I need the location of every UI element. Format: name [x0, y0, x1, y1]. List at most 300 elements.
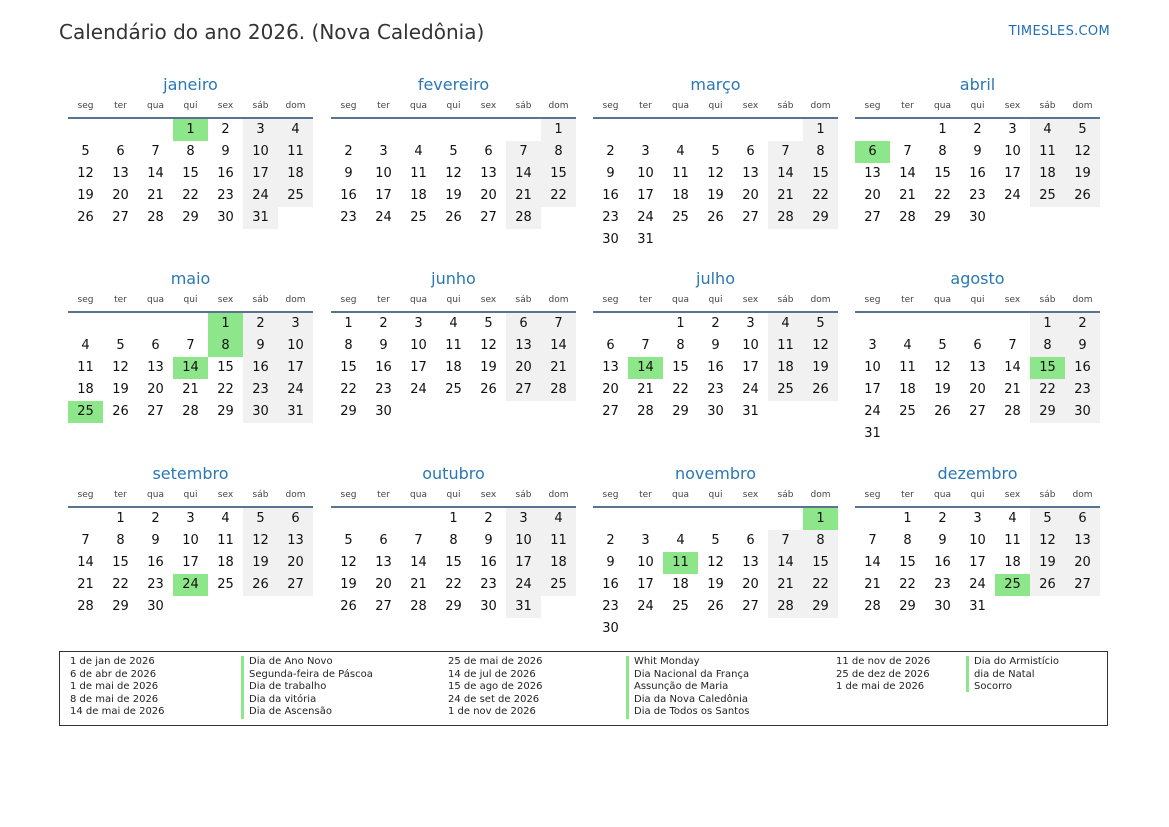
day-cell[interactable]: 12	[243, 530, 278, 552]
day-cell[interactable]: 12	[480, 338, 497, 353]
day-cell[interactable]: 9	[344, 166, 353, 181]
day-cell[interactable]: 23	[340, 210, 357, 225]
day-cell[interactable]: 3	[1008, 122, 1017, 137]
day-cell[interactable]: 12	[803, 335, 838, 357]
day-cell[interactable]: 25	[672, 210, 689, 225]
day-cell[interactable]: 8	[116, 533, 125, 548]
day-cell[interactable]: 31	[637, 232, 654, 247]
day-cell[interactable]: 23	[934, 577, 951, 592]
day-cell[interactable]: 17	[375, 188, 392, 203]
day-cell[interactable]: 29	[803, 207, 838, 229]
day-cell[interactable]: 19	[445, 188, 462, 203]
day-cell[interactable]: 18	[672, 577, 689, 592]
day-cell[interactable]: 23	[243, 379, 278, 401]
day-cell[interactable]: 27	[147, 404, 164, 419]
day-cell[interactable]: 5	[711, 533, 720, 548]
day-cell[interactable]: 3	[379, 144, 388, 159]
day-cell[interactable]: 11	[77, 360, 94, 375]
day-cell[interactable]: 20	[147, 382, 164, 397]
day-cell[interactable]: 8	[938, 144, 947, 159]
day-cell[interactable]: 30	[480, 599, 497, 614]
day-cell[interactable]: 7	[768, 141, 803, 163]
day-cell[interactable]: 7	[641, 338, 650, 353]
day-cell[interactable]: 31	[278, 401, 313, 423]
day-cell[interactable]: 22	[803, 574, 838, 596]
day-cell[interactable]: 25	[217, 577, 234, 592]
day-cell[interactable]: 12	[1030, 530, 1065, 552]
day-cell[interactable]: 4	[541, 508, 576, 530]
day-cell[interactable]: 7	[186, 338, 195, 353]
day-cell[interactable]: 12	[707, 555, 724, 570]
day-cell[interactable]: 3	[973, 511, 982, 526]
day-cell[interactable]: 16	[480, 555, 497, 570]
day-cell[interactable]: 9	[711, 338, 720, 353]
day-cell[interactable]: 18	[1004, 555, 1021, 570]
day-cell[interactable]: 8	[676, 338, 685, 353]
day-cell[interactable]: 1	[676, 316, 685, 331]
day-cell[interactable]: 21	[410, 577, 427, 592]
day-cell[interactable]: 1	[449, 511, 458, 526]
day-cell[interactable]: 26	[480, 382, 497, 397]
day-cell[interactable]: 22	[1030, 379, 1065, 401]
day-cell[interactable]: 27	[112, 210, 129, 225]
day-cell[interactable]: 23	[1065, 379, 1100, 401]
day-cell[interactable]: 21	[768, 185, 803, 207]
day-cell[interactable]: 23	[375, 382, 392, 397]
holiday-day-cell[interactable]: 11	[663, 552, 698, 574]
day-cell[interactable]: 11	[445, 338, 462, 353]
day-cell[interactable]: 26	[77, 210, 94, 225]
day-cell[interactable]: 30	[375, 404, 392, 419]
day-cell[interactable]: 3	[641, 533, 650, 548]
day-cell[interactable]: 9	[151, 533, 160, 548]
day-cell[interactable]: 3	[868, 338, 877, 353]
day-cell[interactable]: 26	[445, 210, 462, 225]
day-cell[interactable]: 2	[606, 144, 615, 159]
day-cell[interactable]: 30	[217, 210, 234, 225]
day-cell[interactable]: 9	[243, 335, 278, 357]
day-cell[interactable]: 15	[182, 166, 199, 181]
day-cell[interactable]: 17	[506, 552, 541, 574]
day-cell[interactable]: 23	[969, 188, 986, 203]
day-cell[interactable]: 17	[243, 163, 278, 185]
day-cell[interactable]: 1	[541, 119, 576, 141]
day-cell[interactable]: 4	[676, 533, 685, 548]
day-cell[interactable]: 29	[899, 599, 916, 614]
day-cell[interactable]: 10	[742, 338, 759, 353]
day-cell[interactable]: 13	[278, 530, 313, 552]
day-cell[interactable]: 11	[1030, 141, 1065, 163]
day-cell[interactable]: 10	[969, 533, 986, 548]
day-cell[interactable]: 15	[340, 360, 357, 375]
day-cell[interactable]: 7	[414, 533, 423, 548]
day-cell[interactable]: 21	[899, 188, 916, 203]
day-cell[interactable]: 9	[973, 144, 982, 159]
day-cell[interactable]: 14	[864, 555, 881, 570]
day-cell[interactable]: 28	[147, 210, 164, 225]
day-cell[interactable]: 25	[1030, 185, 1065, 207]
day-cell[interactable]: 30	[934, 599, 951, 614]
day-cell[interactable]: 15	[541, 163, 576, 185]
day-cell[interactable]: 2	[221, 122, 230, 137]
day-cell[interactable]: 26	[934, 404, 951, 419]
day-cell[interactable]: 21	[637, 382, 654, 397]
day-cell[interactable]: 23	[707, 382, 724, 397]
day-cell[interactable]: 28	[637, 404, 654, 419]
day-cell[interactable]: 4	[1008, 511, 1017, 526]
day-cell[interactable]: 7	[541, 313, 576, 335]
day-cell[interactable]: 24	[375, 210, 392, 225]
day-cell[interactable]: 20	[602, 382, 619, 397]
day-cell[interactable]: 30	[707, 404, 724, 419]
day-cell[interactable]: 1	[1030, 313, 1065, 335]
day-cell[interactable]: 26	[243, 574, 278, 596]
day-cell[interactable]: 20	[864, 188, 881, 203]
day-cell[interactable]: 10	[410, 338, 427, 353]
day-cell[interactable]: 11	[1004, 533, 1021, 548]
day-cell[interactable]: 9	[1065, 335, 1100, 357]
day-cell[interactable]: 18	[1030, 163, 1065, 185]
day-cell[interactable]: 17	[969, 555, 986, 570]
day-cell[interactable]: 4	[414, 144, 423, 159]
day-cell[interactable]: 6	[278, 508, 313, 530]
day-cell[interactable]: 23	[217, 188, 234, 203]
day-cell[interactable]: 25	[768, 379, 803, 401]
day-cell[interactable]: 15	[445, 555, 462, 570]
day-cell[interactable]: 13	[864, 166, 881, 181]
day-cell[interactable]: 4	[81, 338, 90, 353]
holiday-day-cell[interactable]: 6	[855, 141, 890, 163]
day-cell[interactable]: 25	[541, 574, 576, 596]
day-cell[interactable]: 3	[278, 313, 313, 335]
day-cell[interactable]: 15	[112, 555, 129, 570]
day-cell[interactable]: 17	[1004, 166, 1021, 181]
day-cell[interactable]: 20	[506, 357, 541, 379]
day-cell[interactable]: 12	[934, 360, 951, 375]
day-cell[interactable]: 31	[506, 596, 541, 618]
day-cell[interactable]: 2	[243, 313, 278, 335]
day-cell[interactable]: 23	[147, 577, 164, 592]
day-cell[interactable]: 15	[672, 360, 689, 375]
day-cell[interactable]: 28	[410, 599, 427, 614]
day-cell[interactable]: 3	[243, 119, 278, 141]
day-cell[interactable]: 9	[606, 166, 615, 181]
day-cell[interactable]: 21	[768, 574, 803, 596]
day-cell[interactable]: 14	[147, 166, 164, 181]
day-cell[interactable]: 22	[340, 382, 357, 397]
day-cell[interactable]: 2	[151, 511, 160, 526]
day-cell[interactable]: 22	[182, 188, 199, 203]
day-cell[interactable]: 19	[480, 360, 497, 375]
day-cell[interactable]: 13	[375, 555, 392, 570]
day-cell[interactable]: 4	[278, 119, 313, 141]
day-cell[interactable]: 27	[602, 404, 619, 419]
day-cell[interactable]: 5	[116, 338, 125, 353]
brand-link[interactable]: TIMESLES.COM	[1008, 24, 1110, 39]
day-cell[interactable]: 18	[217, 555, 234, 570]
day-cell[interactable]: 1	[903, 511, 912, 526]
day-cell[interactable]: 14	[899, 166, 916, 181]
day-cell[interactable]: 22	[541, 185, 576, 207]
day-cell[interactable]: 29	[112, 599, 129, 614]
day-cell[interactable]: 31	[742, 404, 759, 419]
day-cell[interactable]: 26	[707, 210, 724, 225]
day-cell[interactable]: 19	[340, 577, 357, 592]
day-cell[interactable]: 27	[1065, 574, 1100, 596]
day-cell[interactable]: 29	[672, 404, 689, 419]
day-cell[interactable]: 8	[541, 141, 576, 163]
day-cell[interactable]: 6	[746, 533, 755, 548]
day-cell[interactable]: 2	[606, 533, 615, 548]
day-cell[interactable]: 7	[81, 533, 90, 548]
day-cell[interactable]: 22	[672, 382, 689, 397]
day-cell[interactable]: 31	[969, 599, 986, 614]
day-cell[interactable]: 2	[973, 122, 982, 137]
day-cell[interactable]: 21	[506, 185, 541, 207]
day-cell[interactable]: 21	[541, 357, 576, 379]
day-cell[interactable]: 7	[868, 533, 877, 548]
day-cell[interactable]: 13	[480, 166, 497, 181]
day-cell[interactable]: 10	[637, 555, 654, 570]
day-cell[interactable]: 5	[803, 313, 838, 335]
day-cell[interactable]: 10	[864, 360, 881, 375]
day-cell[interactable]: 14	[506, 163, 541, 185]
day-cell[interactable]: 6	[151, 338, 160, 353]
day-cell[interactable]: 24	[506, 574, 541, 596]
day-cell[interactable]: 6	[606, 338, 615, 353]
day-cell[interactable]: 14	[541, 335, 576, 357]
day-cell[interactable]: 11	[672, 166, 689, 181]
day-cell[interactable]: 27	[506, 379, 541, 401]
day-cell[interactable]: 30	[147, 599, 164, 614]
day-cell[interactable]: 8	[1030, 335, 1065, 357]
day-cell[interactable]: 2	[711, 316, 720, 331]
day-cell[interactable]: 10	[243, 141, 278, 163]
day-cell[interactable]: 3	[746, 316, 755, 331]
day-cell[interactable]: 7	[506, 141, 541, 163]
day-cell[interactable]: 5	[344, 533, 353, 548]
day-cell[interactable]: 13	[506, 335, 541, 357]
day-cell[interactable]: 18	[410, 188, 427, 203]
day-cell[interactable]: 1	[938, 122, 947, 137]
day-cell[interactable]: 28	[541, 379, 576, 401]
day-cell[interactable]: 25	[278, 185, 313, 207]
day-cell[interactable]: 24	[742, 382, 759, 397]
day-cell[interactable]: 4	[449, 316, 458, 331]
day-cell[interactable]: 26	[707, 599, 724, 614]
day-cell[interactable]: 26	[340, 599, 357, 614]
day-cell[interactable]: 19	[707, 577, 724, 592]
day-cell[interactable]: 22	[112, 577, 129, 592]
day-cell[interactable]: 3	[414, 316, 423, 331]
day-cell[interactable]: 10	[182, 533, 199, 548]
day-cell[interactable]: 18	[278, 163, 313, 185]
day-cell[interactable]: 13	[742, 166, 759, 181]
day-cell[interactable]: 24	[243, 185, 278, 207]
day-cell[interactable]: 11	[278, 141, 313, 163]
day-cell[interactable]: 28	[506, 207, 541, 229]
day-cell[interactable]: 16	[602, 188, 619, 203]
day-cell[interactable]: 28	[182, 404, 199, 419]
day-cell[interactable]: 15	[934, 166, 951, 181]
day-cell[interactable]: 12	[340, 555, 357, 570]
day-cell[interactable]: 29	[217, 404, 234, 419]
day-cell[interactable]: 25	[899, 404, 916, 419]
day-cell[interactable]: 16	[707, 360, 724, 375]
day-cell[interactable]: 22	[934, 188, 951, 203]
day-cell[interactable]: 19	[1030, 552, 1065, 574]
day-cell[interactable]: 8	[803, 141, 838, 163]
day-cell[interactable]: 9	[221, 144, 230, 159]
day-cell[interactable]: 3	[641, 144, 650, 159]
day-cell[interactable]: 18	[541, 552, 576, 574]
day-cell[interactable]: 14	[768, 163, 803, 185]
day-cell[interactable]: 17	[864, 382, 881, 397]
day-cell[interactable]: 24	[864, 404, 881, 419]
day-cell[interactable]: 25	[672, 599, 689, 614]
day-cell[interactable]: 5	[449, 144, 458, 159]
day-cell[interactable]: 24	[969, 577, 986, 592]
day-cell[interactable]: 19	[803, 357, 838, 379]
day-cell[interactable]: 16	[375, 360, 392, 375]
holiday-day-cell[interactable]: 15	[1030, 357, 1065, 379]
day-cell[interactable]: 4	[1030, 119, 1065, 141]
day-cell[interactable]: 18	[672, 188, 689, 203]
day-cell[interactable]: 16	[1065, 357, 1100, 379]
day-cell[interactable]: 5	[938, 338, 947, 353]
day-cell[interactable]: 5	[1065, 119, 1100, 141]
day-cell[interactable]: 30	[1065, 401, 1100, 423]
day-cell[interactable]: 11	[410, 166, 427, 181]
day-cell[interactable]: 17	[278, 357, 313, 379]
day-cell[interactable]: 9	[484, 533, 493, 548]
day-cell[interactable]: 6	[484, 144, 493, 159]
day-cell[interactable]: 9	[606, 555, 615, 570]
day-cell[interactable]: 20	[742, 577, 759, 592]
day-cell[interactable]: 27	[742, 210, 759, 225]
day-cell[interactable]: 21	[864, 577, 881, 592]
day-cell[interactable]: 7	[903, 144, 912, 159]
day-cell[interactable]: 25	[445, 382, 462, 397]
day-cell[interactable]: 28	[899, 210, 916, 225]
holiday-day-cell[interactable]: 1	[173, 119, 208, 141]
day-cell[interactable]: 29	[803, 596, 838, 618]
day-cell[interactable]: 6	[379, 533, 388, 548]
day-cell[interactable]: 22	[217, 382, 234, 397]
day-cell[interactable]: 5	[711, 144, 720, 159]
day-cell[interactable]: 12	[77, 166, 94, 181]
holiday-day-cell[interactable]: 24	[173, 574, 208, 596]
day-cell[interactable]: 6	[973, 338, 982, 353]
day-cell[interactable]: 20	[969, 382, 986, 397]
day-cell[interactable]: 5	[484, 316, 493, 331]
day-cell[interactable]: 27	[278, 574, 313, 596]
day-cell[interactable]: 20	[1065, 552, 1100, 574]
holiday-day-cell[interactable]: 1	[208, 313, 243, 335]
day-cell[interactable]: 5	[243, 508, 278, 530]
day-cell[interactable]: 29	[182, 210, 199, 225]
day-cell[interactable]: 3	[186, 511, 195, 526]
day-cell[interactable]: 17	[637, 188, 654, 203]
day-cell[interactable]: 17	[182, 555, 199, 570]
day-cell[interactable]: 5	[81, 144, 90, 159]
day-cell[interactable]: 19	[77, 188, 94, 203]
day-cell[interactable]: 10	[637, 166, 654, 181]
day-cell[interactable]: 26	[1030, 574, 1065, 596]
day-cell[interactable]: 30	[602, 621, 619, 636]
day-cell[interactable]: 23	[480, 577, 497, 592]
day-cell[interactable]: 20	[480, 188, 497, 203]
day-cell[interactable]: 17	[637, 577, 654, 592]
day-cell[interactable]: 30	[243, 401, 278, 423]
day-cell[interactable]: 8	[186, 144, 195, 159]
day-cell[interactable]: 29	[934, 210, 951, 225]
day-cell[interactable]: 19	[1065, 163, 1100, 185]
day-cell[interactable]: 22	[803, 185, 838, 207]
day-cell[interactable]: 20	[742, 188, 759, 203]
day-cell[interactable]: 8	[903, 533, 912, 548]
day-cell[interactable]: 21	[77, 577, 94, 592]
day-cell[interactable]: 27	[375, 599, 392, 614]
day-cell[interactable]: 14	[77, 555, 94, 570]
holiday-day-cell[interactable]: 25	[995, 574, 1030, 596]
day-cell[interactable]: 16	[147, 555, 164, 570]
day-cell[interactable]: 11	[768, 335, 803, 357]
day-cell[interactable]: 8	[803, 530, 838, 552]
holiday-day-cell[interactable]: 1	[803, 508, 838, 530]
day-cell[interactable]: 9	[938, 533, 947, 548]
day-cell[interactable]: 15	[899, 555, 916, 570]
day-cell[interactable]: 11	[899, 360, 916, 375]
day-cell[interactable]: 12	[112, 360, 129, 375]
day-cell[interactable]: 16	[243, 357, 278, 379]
holiday-day-cell[interactable]: 8	[208, 335, 243, 357]
day-cell[interactable]: 30	[602, 232, 619, 247]
day-cell[interactable]: 12	[1065, 141, 1100, 163]
day-cell[interactable]: 6	[746, 144, 755, 159]
day-cell[interactable]: 8	[449, 533, 458, 548]
day-cell[interactable]: 31	[864, 426, 881, 441]
day-cell[interactable]: 21	[1004, 382, 1021, 397]
day-cell[interactable]: 10	[1004, 144, 1021, 159]
day-cell[interactable]: 16	[217, 166, 234, 181]
day-cell[interactable]: 12	[707, 166, 724, 181]
day-cell[interactable]: 18	[445, 360, 462, 375]
day-cell[interactable]: 4	[221, 511, 230, 526]
day-cell[interactable]: 29	[1030, 401, 1065, 423]
day-cell[interactable]: 20	[112, 188, 129, 203]
day-cell[interactable]: 19	[707, 188, 724, 203]
day-cell[interactable]: 15	[217, 360, 234, 375]
day-cell[interactable]: 14	[1004, 360, 1021, 375]
day-cell[interactable]: 18	[77, 382, 94, 397]
day-cell[interactable]: 28	[1004, 404, 1021, 419]
day-cell[interactable]: 10	[375, 166, 392, 181]
day-cell[interactable]: 24	[278, 379, 313, 401]
day-cell[interactable]: 4	[903, 338, 912, 353]
day-cell[interactable]: 27	[864, 210, 881, 225]
day-cell[interactable]: 18	[899, 382, 916, 397]
day-cell[interactable]: 20	[278, 552, 313, 574]
day-cell[interactable]: 1	[116, 511, 125, 526]
day-cell[interactable]: 27	[480, 210, 497, 225]
day-cell[interactable]: 8	[344, 338, 353, 353]
day-cell[interactable]: 27	[742, 599, 759, 614]
day-cell[interactable]: 24	[637, 599, 654, 614]
day-cell[interactable]: 28	[77, 599, 94, 614]
day-cell[interactable]: 15	[803, 163, 838, 185]
day-cell[interactable]: 7	[768, 530, 803, 552]
